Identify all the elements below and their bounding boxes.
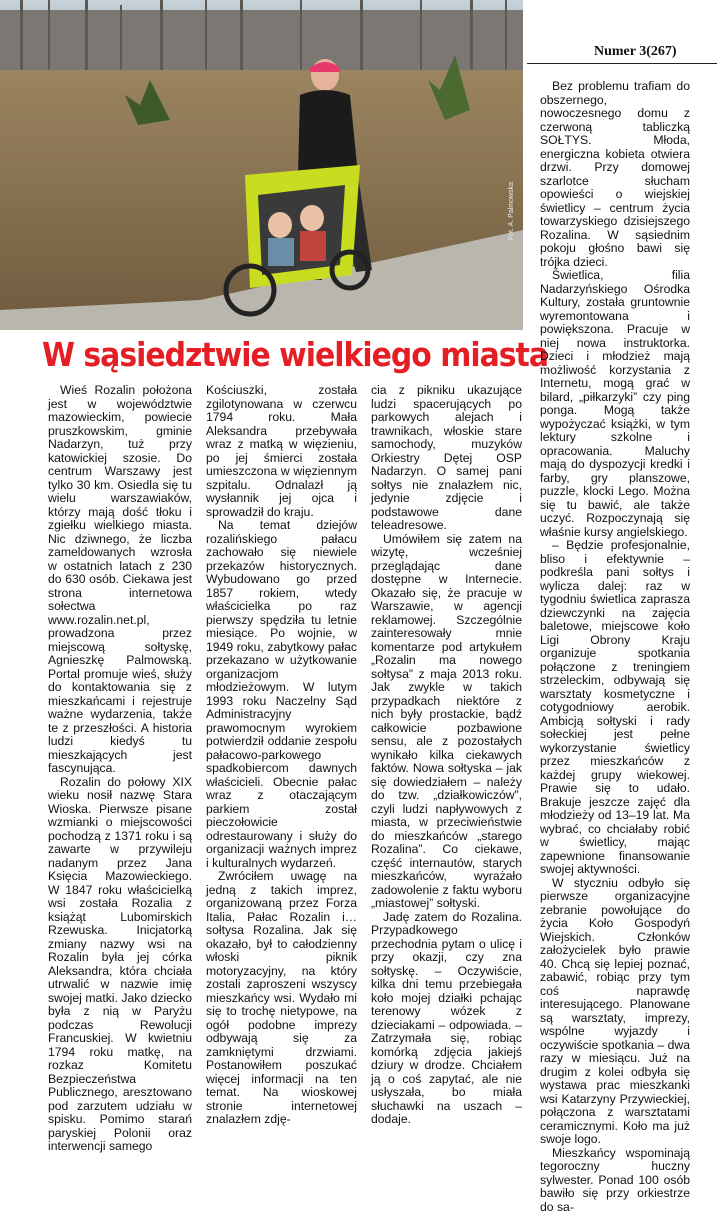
paragraph: Wieś Rozalin położona jest w województwie mazowieckim, powiecie pruszkowskim, gminie Nadarzyn, tuż przy katowickiej szosie. Do centrum Warszawy jest tylko 30 km. Osiedla się tu wielu warszawiaków, którzy mają dość tłoku i zgiełku wielkiego miasta. Nic dziwnego, że liczba zameldowanych wzrosła w ostatnich latach z 230 do 630 osób. Ciekawa jest strona internetowa sołectwa www.rozalin.net.pl, prowadzona przez miejscową sołtyskę, Agnieszkę Palmowską. Portal promuje wieś, służy do kontaktowania się z mieszkańcami i rejestruje ważne wydarzenia, także te z przeszłości. A historia ludzi kiedyś tu mieszkających jest fascynująca. xyxy=(48,384,192,776)
article-column-2 xyxy=(206,384,357,1127)
article-photo xyxy=(0,0,523,330)
header-divider xyxy=(527,63,717,64)
paragraph: Bez problemu trafiam do obszernego, nowoczesnego domu z czerwoną tabliczką SOŁTYS. Młoda, energiczna kobieta otwiera drzwi. Przy domowej szarlotce słucham opowieści o wiejskiej świetlicy – centrum życia towarzyskiego dzisiejszego Rozalina. W sąsiednim pokoju głośno bawi się trójka dzieci. xyxy=(540,80,690,269)
photo-illustration xyxy=(0,0,523,330)
paragraph: Zwróciłem uwagę na jedną z takich imprez, organizowaną przez Forza Italia, Pałac Rozalin i… sołtysa Rozalina. Jak się okazało, był to całodzienny włoski piknik motoryzacyjny, na który zostali zaproszeni wszyscy mieszkańcy wsi. Wydało mi się to trochę nietypowe, na ogół podobne imprezy odbywają się za zamkniętymi drzwiami. Postanowiłem poszukać więcej informacji na ten temat. Na wioskowej stronie internetowej znalazłem zdję- xyxy=(206,870,357,1127)
issue-number: Numer 3(267) xyxy=(594,44,677,60)
paragraph: Rozalin do połowy XIX wieku nosił nazwę Stara Wioska. Pierwsze pisane wzmianki o miejscowości pochodzą z 1371 roku i są zawarte w przywileju nadanym przez Jana Księcia Mazowieckiego. W 1847 roku właścicielką wsi została Rozalia z książąt Lubomirskich Rzewuska. Inicjatorką zmiany nazwy wsi na Rozalin była jej córka Aleksandra, która chciała utrwalić w nazwie imię swojej matki. Jako dziecko była z nią w Paryżu podczas Rewolucji Francuskiej. W kwietniu 1794 roku matkę, na rozkaz Komitetu Bezpieczeństwa Publicznego, aresztowano pod zarzutem udziału w spisku. Pomimo starań paryskiej Polonii oraz interwencji samego xyxy=(48,776,192,1154)
paragraph: cia z pikniku ukazujące ludzi spacerujących po parkowych alejach i trawnikach, włoskie stare samochody, muzyków Orkiestry Dętej OSP Nadarzyn. O samej pani sołtys nie znalazłem nic, jedynie zdjęcie i podstawowe dane teleadresowe. xyxy=(371,384,522,533)
paragraph: Kościuszki, została zgilotynowana w czerwcu 1794 roku. Mała Aleksandra przebywała wraz z matką w więzieniu, po jej śmierci została umieszczona w więziennym szpitalu. Odnalazł ją wysłannik jej ojca i sprowadził do kraju. xyxy=(206,384,357,519)
article-column-1 xyxy=(48,384,192,1154)
paragraph: Jadę zatem do Rozalina. Przypadkowego przechodnia pytam o ulicę i przy okazji, czy zna sołtyskę. – Oczywiście, kilka dni temu przebiegała koło mojej działki pchając terenowy wózek z dzieciakami – odpowiada. – Zatrzymała się, robiąc komórką zdjęcia jakiejś dziury w drodze. Chciałem ją o coś zapytać, ale nie usłyszała, bo miała słuchawki na uszach – dodaje. xyxy=(371,911,522,1127)
article-title: W sąsiedztwie wielkiego miasta xyxy=(42,336,485,374)
paragraph: Świetlica, filia Nadarzyńskiego Ośrodka Kultury, została gruntownie wyremontowana i powiększona. Pracuje w niej nowa instruktorka. Dzieci i młodzież mają możliwość korzystania z Internetu, mogą grać w bilard, „piłkarzyki” czy ping ponga. Mogą także wypożyczać książki, w tym lektury szkolne i opracowania. Maluchy mają do dyspozycji kredki i farby, gry planszowe, puzzle, klocki Lego. Można się tu bawić, ale także uczyć. Rozpoczynają się właśnie kursy angielskiego. xyxy=(540,269,690,539)
photo-credit: Fot. A. Palmowska xyxy=(508,182,515,240)
paragraph: Mieszkańcy wspominają tegoroczny huczny sylwester. Ponad 100 osób bawiło się przy orkiestrze do sa- xyxy=(540,1147,690,1214)
paragraph: Na temat dziejów rozalińskiego pałacu zachowało się niewiele przekazów historycznych. Wybudowano go przed 1857 rokiem, wtedy właścicielka po raz pierwszy spędziła tu letnie miesiące. Po wojnie, w 1949 roku, zabytkowy pałac przekazano w użytkowanie organizacjom młodzieżowym. W lutym 1993 roku Naczelny Sąd Administracyjny prawomocnym wyrokiem potwierdził oddanie zespołu pałacowo-parkowego spadkobiercom dawnych właścicieli. Obecnie pałac wraz z otaczającym parkiem został pieczołowicie odrestaurowany i służy do organizacji ważnych imprez i kulturalnych wydarzeń. xyxy=(206,519,357,870)
paragraph: – Będzie profesjonalnie, bliso i efektywnie – podkreśla pani sołtys i wylicza dalej: raz w tygodniu świetlica zaprasza dziewczynki na zajęcia baletowe, miejscowe koło Ligi Obrony Kraju organizuje spotkania połączone z treningiem strzeleckim, odbywają się warsztaty kosmetyczne i cotygodniowy aerobik. Ambicją sołtyski i rady sołeckiej jest pełne wykorzystanie świetlicy przez mieszkańców z każdej grupy wiekowej. Prawie się to udało. Brakuje jeszcze zajęć dla młodzieży od 13–19 lat. Ma wybrać, co chciałaby robić w świetlicy, mając zapewnione finansowanie swojej aktywności. xyxy=(540,539,690,877)
paragraph: Umówiłem się zatem na wizytę, wcześniej przeglądając dane dostępne w Internecie. Okazało się, że pracuje w Warszawie, w agencji reklamowej. Szczególnie zainteresowały mnie komentarze pod artykułem „Rozalin ma nowego sołtysa” z maja 2013 roku. Jak zwykle w takich przypadkach niektóre z nich były prostackie, bądź całkowicie pozbawione sensu, ale z pozostałych wynikało kilka ciekawych faktów. Nowa sołtyska – jak się dowiedziałem – należy do tzw. „działkowiczów”, czyli ludzi napływowych z miasta, w przeciwieństwie do mieszkańców „starego Rozalina”. Co ciekawe, część internautów, starych mieszkańców, wyrażało zadowolenie z faktu wyboru „miastowej” sołtyski. xyxy=(371,533,522,911)
article-column-3 xyxy=(371,384,522,1127)
paragraph: W styczniu odbyło się pierwsze organizacyjne zebranie powołujące do życia Koło Gospodyń Wiejskich. Członków założycielek było prawie 40. Chcą się lepiej poznać, zabawić, robiąc przy tym coś naprawdę interesującego. Planowane są warsztaty, imprezy, wspólne wyjazdy i oczywiście spotkania – dwa razy w miesiącu. Już na drugim z kolei odbyła się wystawa prac mieszkanki wsi Katarzyny Przywieckiej, połączona z warsztatami ceramicznymi. Koło ma już swoje logo. xyxy=(540,877,690,1147)
article-column-4 xyxy=(540,80,690,1214)
